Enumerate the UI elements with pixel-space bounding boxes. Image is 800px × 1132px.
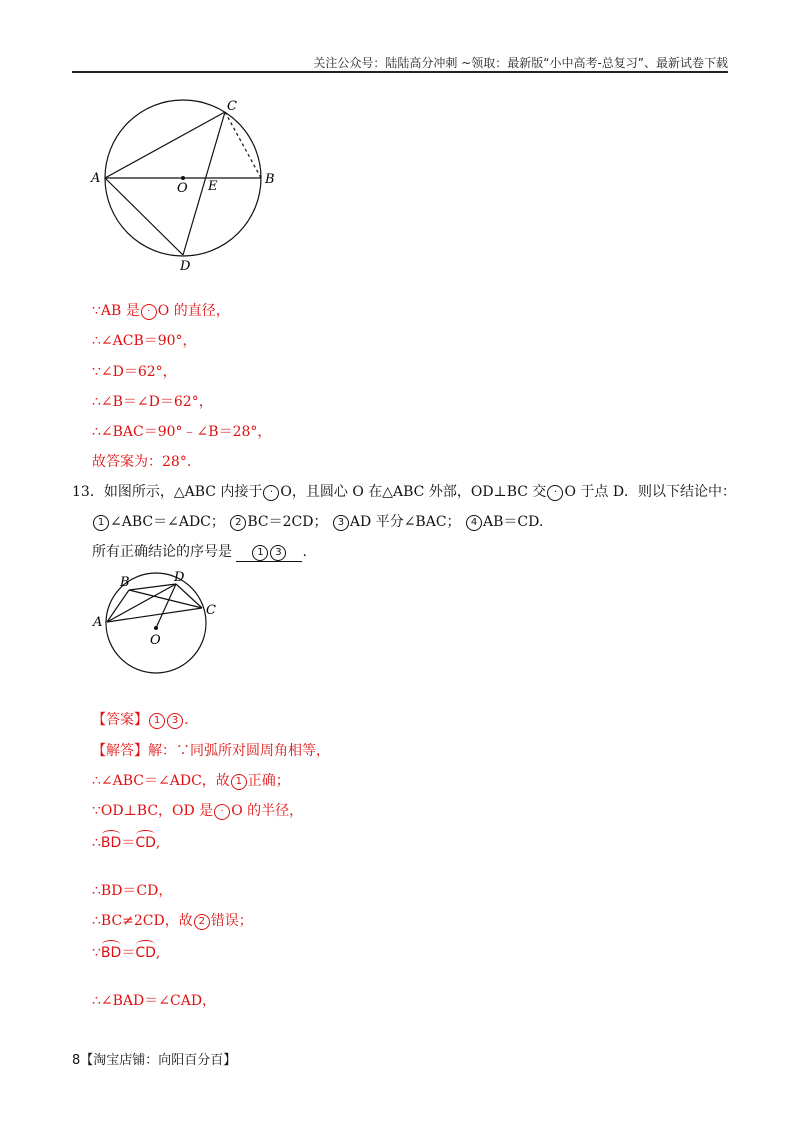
label-d: D [180,259,191,274]
figure-circle-2 [88,566,228,678]
circle-symbol: · [547,485,563,501]
sol13-line-7: ∵BD＝CD, [92,945,161,961]
label-c: C [227,99,237,114]
label-a: A [93,615,103,630]
chord-bc [129,590,202,608]
option-number-4: 4 [466,515,482,531]
sol12-line-4: ∴∠B＝∠D＝62°， [92,394,213,410]
arc-bd: BD [100,835,122,851]
center-dot [154,626,158,630]
arc-cd: CD [135,945,156,961]
sol13-line-8: ∴∠BAD＝∠CAD， [92,993,217,1009]
center-dot [181,176,185,180]
option-number-2: 2 [230,515,246,531]
circle-symbol: · [141,304,157,320]
chord-ac [105,112,225,178]
label-o: O [150,633,161,648]
chord-ac [107,608,202,622]
label-b: B [120,575,130,590]
chord-ad [105,178,183,255]
chord-ad [107,584,176,622]
arc-cd: CD [135,835,156,851]
chord-ab [107,590,129,622]
sol13-line-2: ∴∠ABC＝∠ADC，故 1 正确； [92,773,290,789]
option-number-3: 3 [333,515,349,531]
circle-symbol: · [214,804,230,820]
q13-stem: 13．如图所示，△ABC 内接于 · O，且圆心 O 在△ABC 外部，OD⊥BC 交 · O 于点 D．则以下结论中： [72,484,737,500]
page-footer: 8【淘宝店铺：向阳百分百】 [72,1053,237,1068]
sol12-line-6: 故答案为：28°. [92,454,192,470]
answer-blank: 1 3 [236,544,302,562]
sol13-answer: 【答案】 1 3 . [92,712,189,728]
arc-bd: BD [100,945,122,961]
chord-cb-dashed [225,112,261,178]
page-header: 关注公众号：陆陆高分冲刺 ~领取：最新版“小中高考-总复习”、最新试卷下载 [313,56,728,70]
sol12-line-1: ∵AB 是 · O 的直径， [92,303,230,319]
chord-cd [183,112,225,255]
label-a: A [91,171,101,186]
sol12-line-3: ∵∠D＝62°， [92,364,177,380]
q13-prompt: 所有正确结论的序号是 1 3 . [92,544,307,560]
sol13-line-5: ∴BD＝CD， [92,883,173,899]
sol12-line-2: ∴∠ACB＝90°， [92,333,197,349]
sol13-line-6: ∴BC≠2CD，故 2 错误； [92,913,253,929]
sol12-line-5: ∴∠BAC＝90°﹣∠B＝28°， [92,424,272,440]
circle-symbol: · [263,485,279,501]
label-b: B [265,172,275,187]
label-o: O [177,181,188,196]
sol13-line-1: 【解答】解：∵同弧所对圆周角相等， [92,743,330,759]
q13-options: 1 ∠ABC＝∠ADC； 2 BC＝2CD； 3 AD 平分∠BAC； 4 AB＝CD. [92,511,543,531]
label-c: C [206,603,216,618]
chord-bd [129,584,176,590]
label-d: D [174,570,185,585]
segment-od [156,584,176,628]
sol13-line-4: ∴BD＝CD, [92,835,161,851]
option-number-1: 1 [93,515,109,531]
header-rule [72,71,728,73]
label-e: E [208,179,218,194]
figure-circle-1 [88,92,288,282]
sol13-line-3: ∵OD⊥BC，OD 是 · O 的半径， [92,803,304,819]
